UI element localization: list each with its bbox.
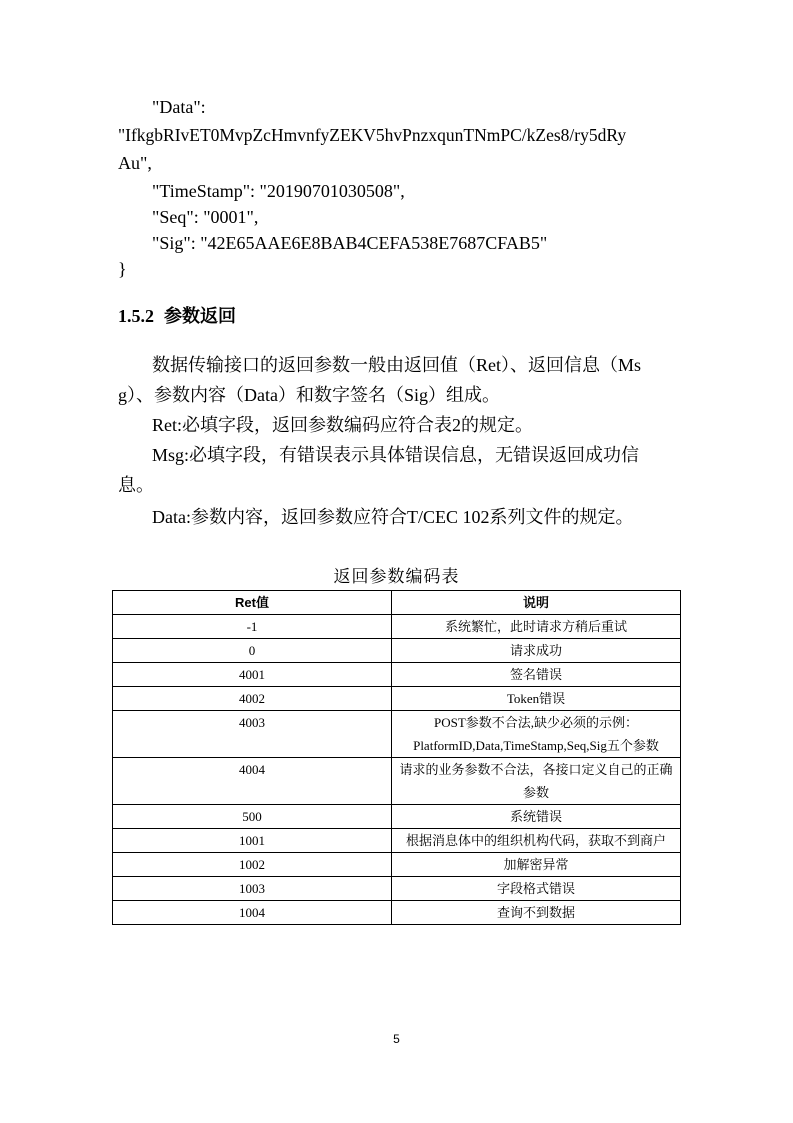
- paragraph-line: 数据传输接口的返回参数一般由返回值（Ret）、返回信息（Ms: [152, 355, 642, 375]
- ret-code: 1001: [113, 829, 392, 853]
- ret-desc: 系统繁忙，此时请求方稍后重试: [392, 615, 681, 639]
- ret-desc: POST参数不合法,缺少必须的示例：PlatformID,Data,TimeStamp,Seq,Sig五个参数: [392, 711, 681, 758]
- ret-code: -1: [113, 615, 392, 639]
- table-row: [113, 663, 681, 687]
- table-row: [113, 877, 681, 901]
- table-row: [113, 639, 681, 663]
- ret-desc: 系统错误: [392, 805, 681, 829]
- page-number: 5: [393, 1032, 400, 1046]
- ret-code: 4003: [113, 711, 392, 758]
- table-header-row: [113, 591, 681, 615]
- ret-code: 1002: [113, 853, 392, 877]
- ret-desc: 请求的业务参数不合法，各接口定义自己的正确参数: [392, 758, 681, 805]
- table-row: [113, 901, 681, 925]
- table-row: [113, 615, 681, 639]
- ret-code: 4002: [113, 687, 392, 711]
- section-heading: [118, 302, 236, 328]
- code-line: Au",: [118, 153, 152, 173]
- code-line: "TimeStamp": "20190701030508",: [152, 181, 405, 201]
- ret-desc: 签名错误: [392, 663, 681, 687]
- ret-code: 4001: [113, 663, 392, 687]
- return-code-table: [112, 590, 681, 925]
- header-ret: Ret值: [113, 591, 392, 615]
- code-line: "IfkgbRIvET0MvpZcHmvnfyZEKV5hvPnzxqunTNmPC/kZes8/ry5dRy: [118, 125, 627, 145]
- ret-code: 0: [113, 639, 392, 663]
- header-desc: 说明: [392, 591, 681, 615]
- table-row: [113, 758, 681, 805]
- paragraph-line: 息。: [118, 475, 154, 495]
- ret-desc: 根据消息体中的组织机构代码，获取不到商户: [392, 829, 681, 853]
- code-line: "Seq": "0001",: [152, 207, 259, 227]
- ret-code: 4004: [113, 758, 392, 805]
- table-row: [113, 829, 681, 853]
- section-title: 参数返回: [164, 306, 236, 326]
- paragraph-line: g）、参数内容（Data）和数字签名（Sig）组成。: [118, 385, 500, 405]
- ret-code: 500: [113, 805, 392, 829]
- code-line: "Sig": "42E65AAE6E8BAB4CEFA538E7687CFAB5": [152, 233, 548, 253]
- ret-desc: 查询不到数据: [392, 901, 681, 925]
- paragraph-line: Data:参数内容，返回参数应符合T/CEC 102系列文件的规定。: [152, 507, 634, 527]
- section-number: 1.5.2: [118, 306, 154, 326]
- paragraph-line: Msg:必填字段，有错误表示具体错误信息，无错误返回成功信: [152, 445, 640, 465]
- ret-code: 1004: [113, 901, 392, 925]
- ret-desc: 请求成功: [392, 639, 681, 663]
- table-row: [113, 853, 681, 877]
- code-line: "Data":: [152, 97, 206, 117]
- table-caption: 返回参数编码表: [333, 567, 460, 586]
- ret-desc: 加解密异常: [392, 853, 681, 877]
- table-row: [113, 805, 681, 829]
- code-line: }: [118, 259, 127, 279]
- paragraph-line: Ret:必填字段，返回参数编码应符合表2的规定。: [152, 415, 533, 435]
- table-row: [113, 687, 681, 711]
- ret-code: 1003: [113, 877, 392, 901]
- table-row: [113, 711, 681, 758]
- ret-desc: Token错误: [392, 687, 681, 711]
- ret-desc: 字段格式错误: [392, 877, 681, 901]
